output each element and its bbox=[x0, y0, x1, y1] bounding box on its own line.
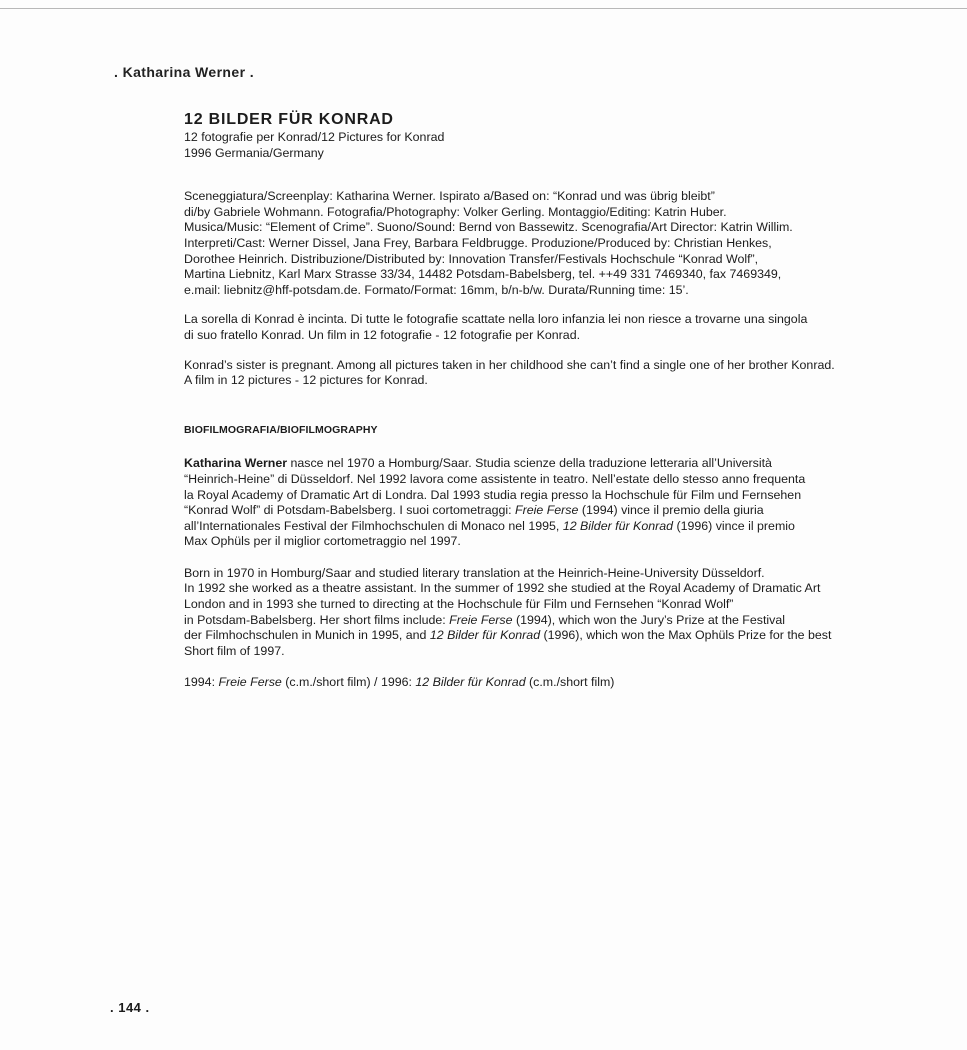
synopsis-line: La sorella di Konrad è incinta. Di tutte le fotografie scattate nella loro infanzia lei non riesce a trovarne una singola bbox=[184, 312, 808, 327]
credits-line: di/by Gabriele Wohmann. Fotografia/Photography: Volker Gerling. Montaggio/Editing: Katrin Huber. bbox=[184, 204, 727, 219]
bio-english bbox=[184, 566, 894, 660]
bio-line: Born in 1970 in Homburg/Saar and studied literary translation at the Heinrich-Heine-University Düsseldorf. bbox=[184, 565, 765, 580]
bio-line: London and in 1993 she turned to directing at the Hochschule für Film und Fernsehen “Konrad Wolf” bbox=[184, 597, 734, 612]
film-entry bbox=[184, 110, 894, 691]
bio-line: Short film of 1997. bbox=[184, 643, 285, 658]
credits-line: Martina Liebnitz, Karl Marx Strasse 33/34, 14482 Potsdam-Babelsberg, tel. ++49 331 7469340, fax 7469349, bbox=[184, 267, 782, 282]
credits-line: Musica/Music: “Element of Crime”. Suono/Sound: Bernd von Bassewitz. Scenografia/Art Director: Katrin Willim. bbox=[184, 220, 793, 235]
credits-line: Sceneggiatura/Screenplay: Katharina Werner. Ispirato a/Based on: “Konrad und was übrig bleibt” bbox=[184, 189, 715, 204]
film-title: 12 BILDER FÜR KONRAD bbox=[184, 111, 394, 128]
year-country: 1996 Germania/Germany bbox=[184, 145, 324, 160]
director-name: Katharina Werner bbox=[184, 456, 288, 471]
bio-line: in Potsdam-Babelsberg. Her short films include: Freie Ferse (1994), which won the Jury’s Prize at the Festival bbox=[184, 612, 785, 627]
synopsis-line: Konrad’s sister is pregnant. Among all pictures taken in her childhood she can’t find a single one of her brother Konrad. bbox=[184, 357, 835, 372]
credits-line: Interpreti/Cast: Werner Dissel, Jana Frey, Barbara Feldbrugge. Produzione/Produced by: Christian Henkes, bbox=[184, 235, 772, 250]
page-number: . 144 . bbox=[110, 1000, 150, 1015]
film-title-italic: Freie Ferse bbox=[218, 675, 282, 690]
synopsis-english bbox=[184, 358, 894, 389]
synopsis-line: di suo fratello Konrad. Un film in 12 fotografie - 12 fotografie per Konrad. bbox=[184, 327, 581, 342]
bio-line: Katharina Werner nasce nel 1970 a Homburg/Saar. Studia scienze della traduzione letteraria all’Università bbox=[184, 456, 772, 471]
film-title-italic: 12 Bilder für Konrad bbox=[562, 518, 674, 533]
credits-block bbox=[184, 189, 894, 298]
biofilmography-heading: BIOFILMOGRAFIA/BIOFILMOGRAPHY bbox=[184, 423, 378, 436]
film-title-italic: Freie Ferse bbox=[449, 612, 513, 627]
bio-line: “Heinrich-Heine” di Düsseldorf. Nel 1992 lavora come assistente in teatro. Nell’estate dello stesso anno frequenta bbox=[184, 471, 806, 486]
bio-line: In 1992 she worked as a theatre assistant. In the summer of 1992 she studied at the Royal Academy of Dramatic Art bbox=[184, 581, 821, 596]
film-title-italic: Freie Ferse bbox=[515, 503, 579, 518]
bio-line: all’Internationales Festival der Filmhochschulen di Monaco nel 1995, 12 Bilder für Konrad (1996) vince il premio bbox=[184, 518, 795, 533]
film-title-italic: 12 Bilder für Konrad bbox=[429, 628, 541, 643]
filmography-line: 1994: Freie Ferse (c.m./short film) / 1996: 12 Bilder für Konrad (c.m./short film) bbox=[184, 675, 615, 690]
synopsis-italian bbox=[184, 312, 894, 343]
bio-line: der Filmhochschulen in Munich in 1995, and 12 Bilder für Konrad (1996), which won the Max Ophüls Prize for the best bbox=[184, 628, 832, 643]
bio-line: “Konrad Wolf” di Potsdam-Babelsberg. I suoi cortometraggi: Freie Ferse (1994) vince il premio della giuria bbox=[184, 503, 764, 518]
synopsis-line: A film in 12 pictures - 12 pictures for Konrad. bbox=[184, 373, 428, 388]
author-header: . Katharina Werner . bbox=[114, 64, 255, 80]
alt-titles: 12 fotografie per Konrad/12 Pictures for Konrad bbox=[184, 130, 445, 144]
credits-line: e.mail: liebnitz@hff-potsdam.de. Formato/Format: 16mm, b/n-b/w. Durata/Running time: 15’. bbox=[184, 282, 689, 297]
top-rule bbox=[0, 8, 967, 9]
bio-italian bbox=[184, 456, 894, 550]
bio-line: la Royal Academy of Dramatic Art di Londra. Dal 1993 studia regia presso la Hochschule für Film und Fernsehen bbox=[184, 487, 802, 502]
bio-line: Max Ophüls per il miglior cortometraggio nel 1997. bbox=[184, 534, 461, 549]
film-title-italic: 12 Bilder für Konrad bbox=[415, 675, 526, 690]
credits-line: Dorothee Heinrich. Distribuzione/Distributed by: Innovation Transfer/Festivals Hochschule “Konrad Wolf”, bbox=[184, 251, 759, 266]
